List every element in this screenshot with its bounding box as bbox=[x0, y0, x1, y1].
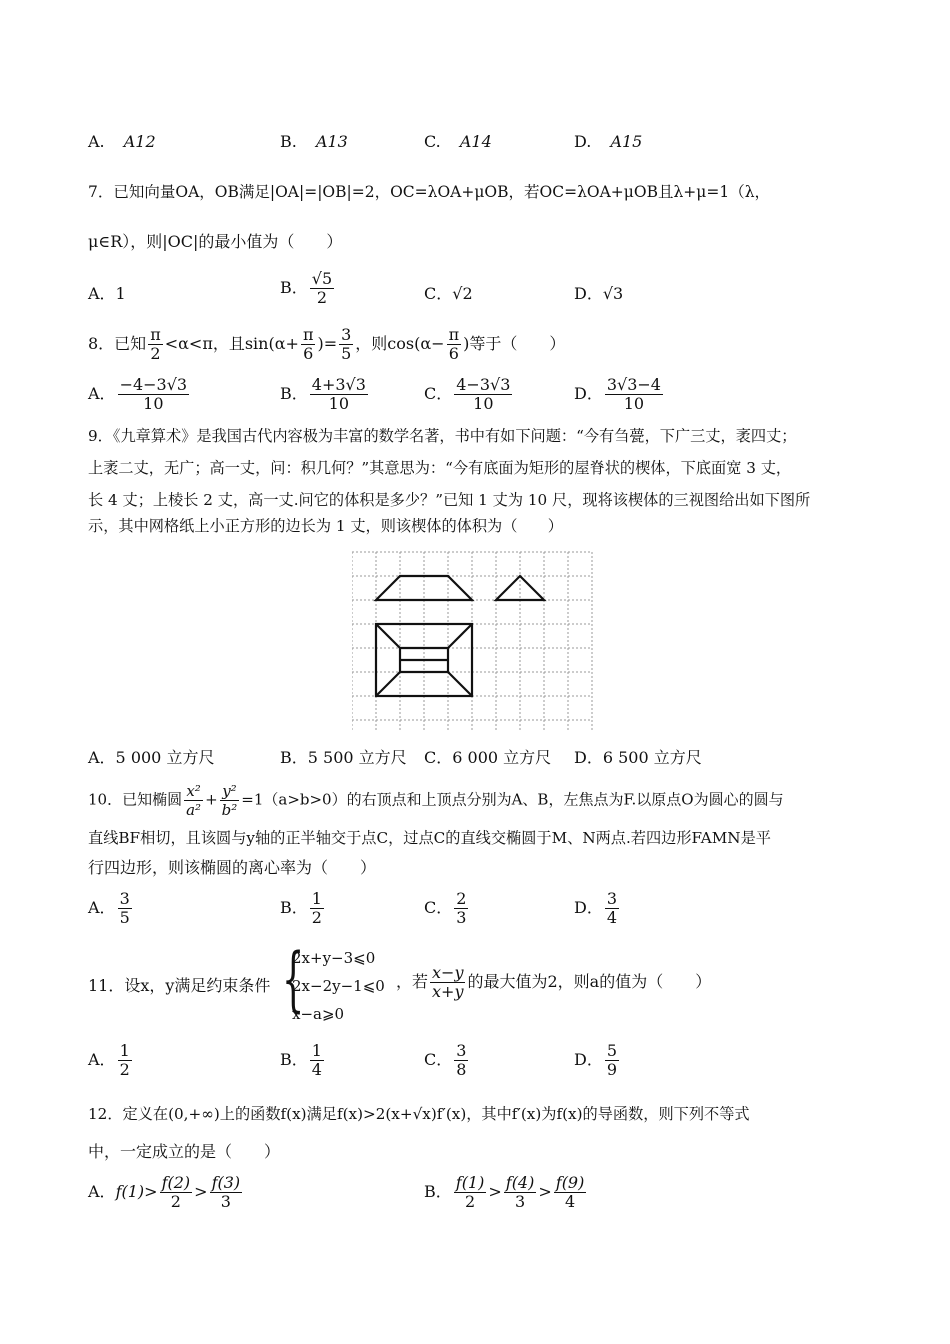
numerator: f(1) bbox=[455, 1173, 485, 1192]
constraint-2: 2x−2y−1⩽0 bbox=[292, 977, 385, 995]
option-label: D． bbox=[574, 384, 603, 403]
option-label: A． bbox=[88, 1182, 116, 1201]
q6-option-c bbox=[424, 132, 492, 152]
three-view-grid-figure bbox=[352, 548, 594, 732]
fraction bbox=[148, 326, 163, 363]
option-text: A13 bbox=[315, 132, 348, 151]
option-label: A． bbox=[88, 1050, 116, 1069]
fraction bbox=[447, 326, 462, 363]
option-label: B． bbox=[424, 1182, 452, 1201]
denominator: 6 bbox=[448, 344, 459, 363]
option-label: C． bbox=[424, 384, 453, 403]
constraint-3: x−a⩾0 bbox=[292, 1005, 345, 1023]
denominator: 6 bbox=[303, 344, 314, 363]
fraction bbox=[118, 1042, 132, 1079]
stem-text: <α<π，且sin(α+ bbox=[164, 334, 299, 353]
q7-option-b bbox=[280, 270, 336, 307]
q12-stem-line2: 中，一定成立的是（ ） bbox=[88, 1142, 281, 1161]
stem-text: 的最大值为2，则a的值为（ ） bbox=[467, 972, 712, 991]
q7-stem-line2: μ∈R），则|OC|的最小值为（ ） bbox=[88, 232, 343, 251]
denominator: 2 bbox=[311, 908, 322, 927]
q8-stem bbox=[88, 326, 565, 363]
denominator: 2 bbox=[119, 1060, 130, 1079]
q10-option-b bbox=[280, 890, 326, 927]
stem-text: )等于（ ） bbox=[463, 334, 566, 353]
option-label: C． bbox=[424, 898, 453, 917]
option-text: > bbox=[194, 1182, 208, 1201]
denominator: 10 bbox=[143, 394, 164, 413]
fraction bbox=[184, 782, 203, 819]
q8-option-d bbox=[574, 376, 665, 413]
option-text: A12 bbox=[123, 132, 156, 151]
q10-option-a bbox=[88, 890, 134, 927]
numerator: x² bbox=[184, 782, 203, 801]
q6-option-d bbox=[574, 132, 642, 152]
q10-stem-line3: 行四边形，则该椭圆的离心率为（ ） bbox=[88, 858, 377, 877]
fraction bbox=[554, 1174, 587, 1211]
option-label: B． bbox=[280, 384, 308, 403]
fraction bbox=[430, 964, 465, 1001]
denominator: b² bbox=[221, 801, 238, 819]
denominator: 2 bbox=[464, 1192, 476, 1211]
fraction bbox=[118, 890, 132, 927]
denominator: 2 bbox=[150, 344, 161, 363]
q11-option-a bbox=[88, 1042, 134, 1079]
q9-stem-line1: 9．《九章算术》是我国古代内容极为丰富的数学名著，书中有如下问题：“今有刍甍，下广三丈，袤四丈； bbox=[88, 427, 797, 445]
denominator: 10 bbox=[473, 394, 494, 413]
option-label: B． bbox=[280, 898, 308, 917]
numerator: 1 bbox=[119, 1041, 130, 1060]
q9-option-a: A．5 000 立方尺 bbox=[88, 748, 215, 767]
numerator: 1 bbox=[311, 889, 322, 908]
option-text: > bbox=[538, 1182, 552, 1201]
numerator: 4+3√3 bbox=[311, 375, 366, 394]
numerator: 2 bbox=[456, 889, 467, 908]
option-label: D． bbox=[574, 898, 603, 917]
fraction bbox=[454, 1042, 468, 1079]
q7-option-a: A．1 bbox=[88, 284, 126, 303]
q11-stem-prefix: 11．设x，y满足约束条件 bbox=[88, 976, 271, 995]
numerator: 5 bbox=[606, 1041, 618, 1060]
fraction bbox=[118, 376, 190, 413]
numerator: f(3) bbox=[211, 1173, 241, 1192]
fraction bbox=[310, 1042, 324, 1079]
numerator: x−y bbox=[432, 963, 464, 982]
fraction bbox=[605, 1042, 619, 1079]
option-label: A. bbox=[88, 132, 105, 151]
denominator: 4 bbox=[606, 908, 618, 927]
q7-option-d: D．√3 bbox=[574, 284, 624, 303]
stem-text: ，若 bbox=[396, 972, 429, 991]
denominator: 8 bbox=[456, 1060, 467, 1079]
numerator: f(9) bbox=[555, 1173, 585, 1192]
option-label: B． bbox=[280, 1050, 308, 1069]
q9-option-d: D．6 500 立方尺 bbox=[574, 748, 702, 767]
q8-option-c bbox=[424, 376, 514, 413]
option-text: > bbox=[488, 1182, 502, 1201]
denominator: a² bbox=[186, 801, 202, 819]
q11-option-b bbox=[280, 1042, 326, 1079]
fraction bbox=[504, 1174, 537, 1211]
fraction bbox=[220, 782, 240, 819]
fraction bbox=[339, 326, 353, 363]
fraction bbox=[454, 890, 468, 927]
numerator: −4−3√3 bbox=[119, 375, 188, 394]
fraction bbox=[210, 1174, 243, 1211]
denominator: 3 bbox=[514, 1192, 526, 1211]
denominator: 9 bbox=[606, 1060, 618, 1079]
denominator: x+y bbox=[432, 982, 464, 1001]
q7-option-c: C．√2 bbox=[424, 284, 473, 303]
q12-stem-line1: 12．定义在(0,+∞)上的函数f(x)满足f(x)>2(x+√x)f′(x)，其中f′(x)为f(x)的导函数，则下列不等式 bbox=[88, 1105, 750, 1123]
fraction bbox=[605, 376, 663, 413]
q8-option-b bbox=[280, 376, 370, 413]
option-label: A． bbox=[88, 898, 116, 917]
q11-option-c bbox=[424, 1042, 470, 1079]
denominator: 2 bbox=[316, 288, 328, 307]
option-label: C. bbox=[424, 132, 441, 151]
q8-option-a bbox=[88, 376, 191, 413]
denominator: 10 bbox=[623, 394, 645, 413]
option-text: A14 bbox=[459, 132, 492, 151]
q10-option-c bbox=[424, 890, 470, 927]
stem-text: ，则cos(α− bbox=[355, 334, 445, 353]
denominator: 4 bbox=[564, 1192, 576, 1211]
q9-option-b: B．5 500 立方尺 bbox=[280, 748, 407, 767]
left-brace: { bbox=[282, 938, 305, 1020]
numerator: √5 bbox=[311, 269, 333, 288]
denominator: 2 bbox=[170, 1192, 181, 1211]
numerator: π bbox=[302, 325, 314, 344]
fraction bbox=[160, 1174, 193, 1211]
option-label: D. bbox=[574, 132, 592, 151]
stem-text: 10．已知椭圆 bbox=[88, 790, 183, 809]
denominator: 5 bbox=[119, 908, 130, 927]
q10-option-d bbox=[574, 890, 621, 927]
q10-stem-line2: 直线BF相切，且该圆与y轴的正半轴交于点C，过点C的直线交椭圆于M、N两点.若四边形FAMN是平 bbox=[88, 829, 771, 847]
fraction bbox=[310, 376, 368, 413]
constraint-1: 2x+y−3⩽0 bbox=[292, 949, 376, 967]
stem-text: =1（a>b>0）的右顶点和上顶点分别为A、B，左焦点为F.以原点O为圆心的圆与 bbox=[241, 790, 784, 809]
denominator: 3 bbox=[456, 908, 467, 927]
q12-option-b bbox=[424, 1174, 588, 1211]
q9-stem-line3: 长 4 丈；上棱长 2 丈，高一丈.问它的体积是多少？”已知 1 丈为 10 尺，现将该楔体的三视图给出如下图所 bbox=[88, 491, 811, 509]
q9-option-c: C．6 000 立方尺 bbox=[424, 748, 552, 767]
q11-option-d bbox=[574, 1042, 621, 1079]
fraction bbox=[310, 270, 334, 307]
option-label: C． bbox=[424, 1050, 453, 1069]
option-text: A15 bbox=[610, 132, 643, 151]
numerator: 3 bbox=[119, 889, 130, 908]
fraction bbox=[310, 890, 324, 927]
denominator: 4 bbox=[311, 1060, 322, 1079]
denominator: 5 bbox=[341, 344, 352, 363]
q12-option-a bbox=[88, 1174, 244, 1211]
option-label: A． bbox=[88, 384, 116, 403]
stem-text: )= bbox=[317, 334, 338, 353]
q9-stem-line4: 示，其中网格纸上小正方形的边长为 1 丈，则该楔体的体积为（ ） bbox=[88, 517, 563, 535]
numerator: 4−3√3 bbox=[456, 375, 511, 394]
fraction bbox=[454, 376, 512, 413]
option-label: D． bbox=[574, 1050, 603, 1069]
numerator: f(4) bbox=[505, 1173, 535, 1192]
option-text: f(1)> bbox=[115, 1182, 158, 1201]
q11-stem-suffix bbox=[396, 964, 711, 1001]
fraction bbox=[605, 890, 619, 927]
option-label: B. bbox=[280, 132, 297, 151]
numerator: 3 bbox=[606, 889, 618, 908]
numerator: 3 bbox=[341, 325, 352, 344]
numerator: 3√3−4 bbox=[606, 375, 661, 394]
stem-text: 8．已知 bbox=[88, 334, 147, 353]
option-label: B． bbox=[280, 278, 308, 297]
q7-stem-line1: 7．已知向量OA，OB满足|OA|=|OB|=2，OC=λOA+μOB，若OC=λOA+μOB且λ+μ=1（λ， bbox=[88, 183, 771, 201]
numerator: π bbox=[448, 325, 460, 344]
numerator: π bbox=[150, 325, 161, 344]
denominator: 3 bbox=[220, 1192, 231, 1211]
denominator: 10 bbox=[328, 394, 350, 413]
fraction bbox=[454, 1174, 487, 1211]
q6-option-b bbox=[280, 132, 348, 152]
q10-stem-line1 bbox=[88, 782, 784, 819]
numerator: y² bbox=[220, 782, 240, 801]
q6-option-a bbox=[88, 132, 156, 152]
numerator: 1 bbox=[311, 1041, 322, 1060]
q9-stem-line2: 上袤二丈，无广；高一丈，问：积几何？”其意思为：“今有底面为矩形的屋脊状的楔体，下底面宽 3 丈， bbox=[88, 459, 792, 477]
numerator: 3 bbox=[456, 1041, 467, 1060]
fraction bbox=[301, 326, 316, 363]
numerator: f(2) bbox=[161, 1173, 191, 1192]
stem-text: + bbox=[205, 790, 218, 809]
